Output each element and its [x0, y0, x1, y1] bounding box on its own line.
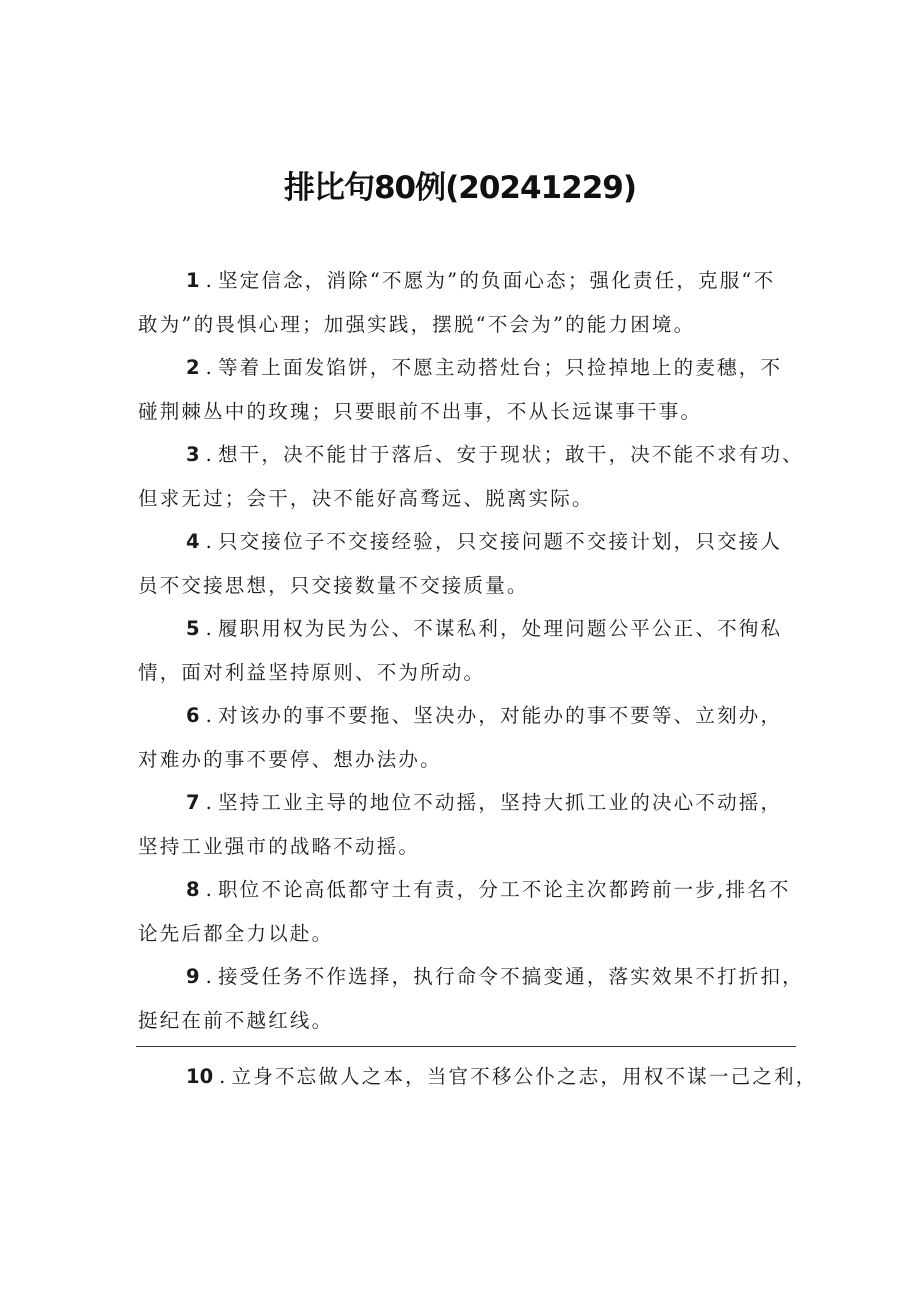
item-text-line2: 但求无过；会干，决不能好高骛远、脱离实际。 [138, 487, 594, 510]
list-item-3: 3 . 想干，决不能甘于落后、安于现状；敢干，决不能不求有功、 但求无过；会干，决不能好高骛远、脱离实际。 [138, 433, 798, 521]
list-item-9: 9 . 接受任务不作选择，执行命令不搞变通，落实效果不打折扣， 挺纪在前不越红线。 [138, 955, 798, 1043]
item-text-line2: 员不交接思想，只交接数量不交接质量。 [138, 574, 529, 597]
item-text-line1: 对该办的事不要拖、坚决办，对能办的事不要等、立刻办， [217, 704, 783, 727]
item-text-line2: 坚持工业强市的战略不动摇。 [138, 835, 421, 858]
list-item-6: 6 . 对该办的事不要拖、坚决办，对能办的事不要等、立刻办， 对难办的事不要停、想办法办。 [138, 694, 798, 782]
item-number: 8 [186, 878, 200, 901]
item-text-line1: 等着上面发馅饼，不愿主动搭灶台；只捡掉地上的麦穗，不 [217, 356, 783, 379]
item-number: 9 [186, 965, 200, 988]
item-text-line1: 接受任务不作选择，执行命令不搞变通，落实效果不打折扣， [217, 965, 804, 988]
list-item-10: 10 . 立身不忘做人之本，当官不移公仆之志，用权不谋一己之利， [186, 1065, 818, 1088]
item-number: 6 [186, 704, 200, 727]
item-number: 4 [186, 530, 200, 553]
item-text-line2: 敢为”的畏惧心理；加强实践，摆脱“不会为”的能力困境。 [138, 313, 696, 336]
item-number: 2 [186, 356, 200, 379]
document-title: 排比句80例(20241229) [283, 170, 637, 206]
page-divider [136, 1046, 796, 1047]
list-item-7: 7 . 坚持工业主导的地位不动摇，坚持大抓工业的决心不动摇， 坚持工业强市的战略不动摇。 [138, 781, 798, 869]
item-text-line1: 只交接位子不交接经验，只交接问题不交接计划，只交接人 [217, 530, 783, 553]
item-text-line1: 坚持工业主导的地位不动摇，坚持大抓工业的决心不动摇， [217, 791, 783, 814]
list-item-1: 1 . 坚定信念，消除“不愿为”的负面心态；强化责任，克服“不 敢为”的畏惧心理；加强实践，摆脱“不会为”的能力困境。 [138, 259, 798, 347]
item-number: 3 [186, 443, 200, 466]
item-text-line2: 情，面对利益坚持原则、不为所动。 [138, 661, 486, 684]
item-text-line2: 碰荆棘丛中的玫瑰；只要眼前不出事，不从长远谋事干事。 [138, 400, 703, 423]
item-text-line1: 坚定信念，消除“不愿为”的负面心态；强化责任，克服“不 [217, 269, 776, 292]
item-number: 5 [186, 617, 200, 640]
list-item-4: 4 . 只交接位子不交接经验，只交接问题不交接计划，只交接人 员不交接思想，只交接数量不交接质量。 [138, 520, 798, 608]
list-item-5: 5 . 履职用权为民为公、不谋私利，处理问题公平公正、不徇私 情，面对利益坚持原则、不为所动。 [138, 607, 798, 695]
item-text-line1: 立身不忘做人之本，当官不移公仆之志，用权不谋一己之利， [231, 1065, 818, 1088]
item-text-line2: 挺纪在前不越红线。 [138, 1009, 334, 1032]
item-text-line1: 想干，决不能甘于落后、安于现状；敢干，决不能不求有功、 [217, 443, 804, 466]
item-number: 7 [186, 791, 200, 814]
item-number: 1 [186, 269, 200, 292]
list-item-2: 2 . 等着上面发馅饼，不愿主动搭灶台；只捡掉地上的麦穗，不 碰荆棘丛中的玫瑰；只要眼前不出事，不从长远谋事干事。 [138, 346, 798, 434]
item-number: 10 [186, 1065, 214, 1088]
item-text-line1: 职位不论高低都守土有责，分工不论主次都跨前一步,排名不 [217, 878, 791, 901]
item-text-line1: 履职用权为民为公、不谋私利，处理问题公平公正、不徇私 [217, 617, 783, 640]
list-item-8: 8 . 职位不论高低都守土有责，分工不论主次都跨前一步,排名不 论先后都全力以赴。 [138, 868, 798, 956]
item-text-line2: 论先后都全力以赴。 [138, 922, 334, 945]
item-text-line2: 对难办的事不要停、想办法办。 [138, 748, 442, 771]
